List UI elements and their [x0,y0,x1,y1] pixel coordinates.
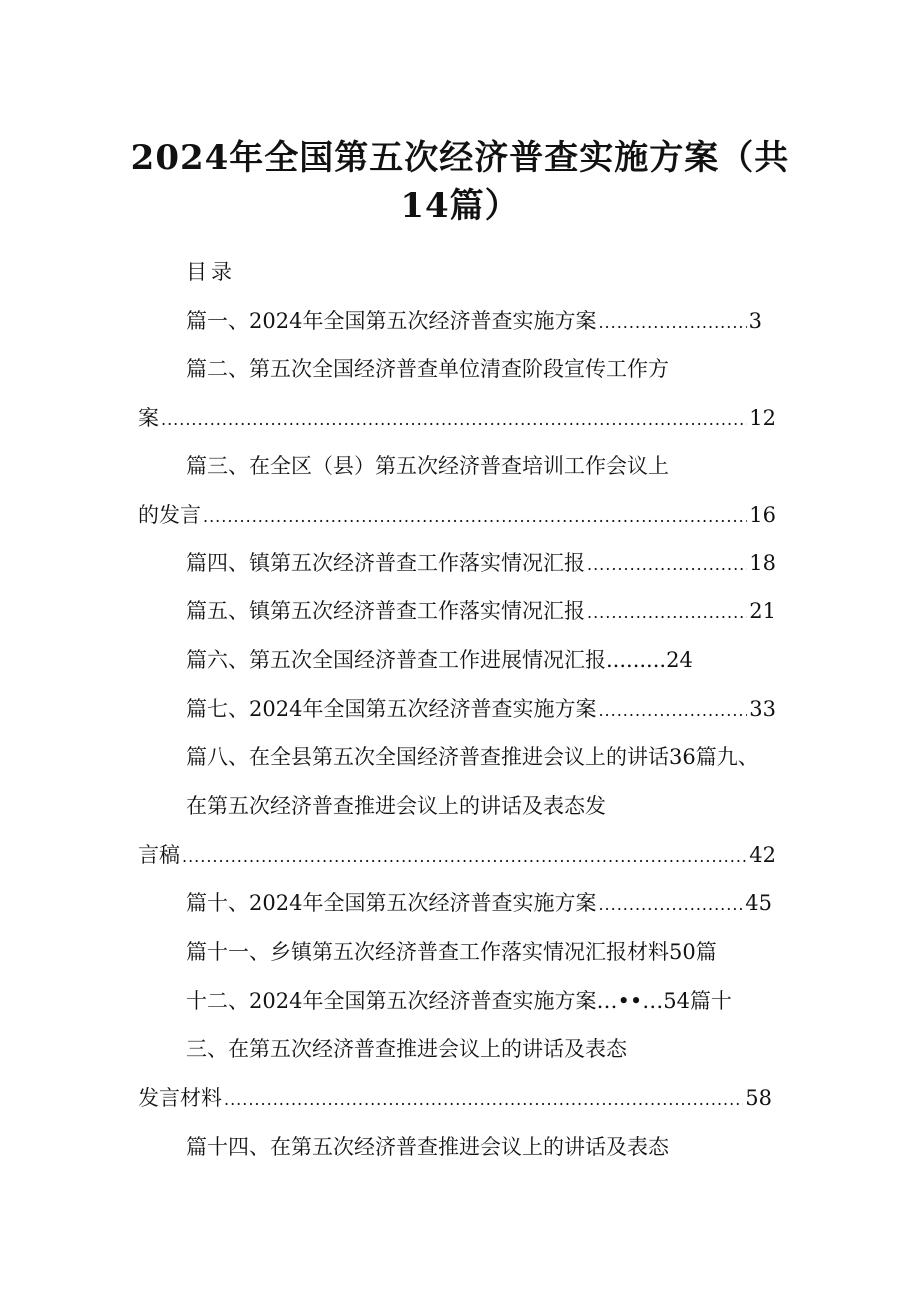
toc-entry-text: 篇十、2024年全国第五次经济普查实施方案 [186,891,597,915]
toc-leader-dots [598,696,747,726]
toc-leader-dots [203,502,747,532]
toc-leader-dots [598,308,746,338]
toc-page-number: 16 [749,503,776,527]
toc-page-number: 45 [745,891,772,915]
toc-entry-text: 篇七、2024年全国第五次经济普查实施方案 [186,697,597,721]
toc-page-number: 58 [745,1086,772,1110]
toc-entry-1[interactable] [186,306,762,336]
toc-page-number: 12 [749,406,776,430]
toc-entry-9-line-1[interactable]: 在第五次经济普查推进会议上的讲话及表态发 [186,794,606,818]
toc-leader-dots [224,1085,743,1115]
toc-leader-dots: ......... [606,648,667,672]
toc-entry-text: 篇一、2024年全国第五次经济普查实施方案 [186,309,597,333]
contents-heading: 目录 [186,260,236,284]
toc-leader-dots [161,405,747,435]
toc-entry-text: 篇四、镇第五次经济普查工作落实情况汇报 [186,551,585,575]
toc-entry-text: 言稿 [138,843,180,867]
toc-entry-8[interactable]: 篇八、在全县第五次全国经济普查推进会议上的讲话36篇九、 [186,745,759,769]
toc-entry-6[interactable] [186,645,693,675]
toc-entry-text: 篇六、第五次全国经济普查工作进展情况汇报 [186,648,606,672]
toc-entry-7[interactable] [186,694,776,724]
toc-page-number: 42 [749,843,776,867]
toc-entry-13-line-1[interactable]: 三、在第五次经济普查推进会议上的讲话及表态 [186,1037,627,1061]
toc-entry-text: 篇五、镇第五次经济普查工作落实情况汇报 [186,599,585,623]
toc-leader-dots [587,550,747,580]
document-title-line-1: 2024年全国第五次经济普查实施方案（共 [130,138,790,178]
toc-entry-3-line-1[interactable]: 篇三、在全区（县）第五次经济普查培训工作会议上 [186,454,669,478]
toc-entry-3[interactable] [138,500,776,530]
toc-leader-dots [587,598,747,628]
toc-entry-12[interactable]: 十二、2024年全国第五次经济普查实施方案…••…54篇十 [186,989,732,1013]
toc-page-number: 18 [749,551,776,575]
toc-leader-dots [182,842,747,872]
toc-entry-4[interactable] [186,548,776,578]
toc-entry-14[interactable]: 篇十四、在第五次经济普查推进会议上的讲话及表态 [186,1135,669,1159]
toc-page-number: 33 [749,697,776,721]
toc-entry-11[interactable]: 篇十一、乡镇第五次经济普查工作落实情况汇报材料50篇 [186,940,717,964]
toc-entry-13[interactable] [138,1083,772,1113]
toc-entry-10[interactable] [186,888,772,918]
toc-page-number: 21 [749,599,776,623]
toc-page-number: 24 [666,648,693,672]
document-title-line-2: 14篇） [400,186,520,226]
toc-leader-dots [598,890,743,920]
toc-entry-text: 案 [138,406,159,430]
toc-entry-text: 发言材料 [138,1086,222,1110]
toc-entry-9[interactable] [138,840,776,870]
toc-page-number: 3 [748,309,762,333]
toc-entry-text: 的发言 [138,503,201,527]
toc-entry-2[interactable] [138,403,776,433]
toc-entry-5[interactable] [186,596,776,626]
toc-entry-2-line-1[interactable]: 篇二、第五次全国经济普查单位清查阶段宣传工作方 [186,357,669,381]
